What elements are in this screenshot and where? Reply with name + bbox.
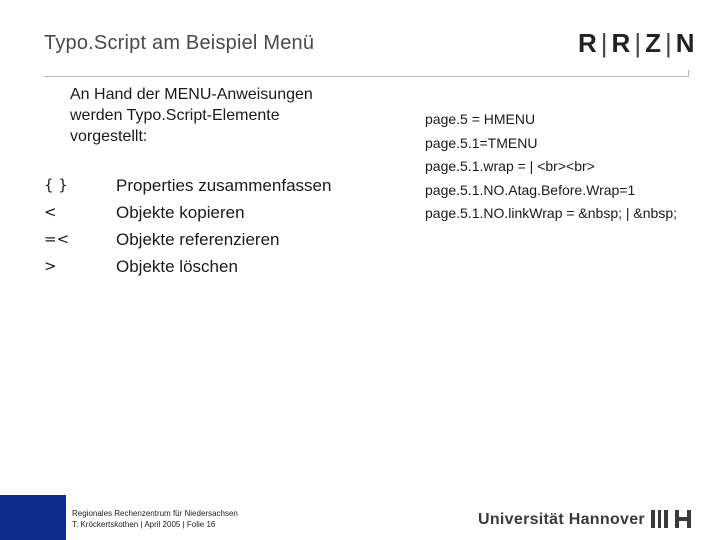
rrzn-logo: R | R | Z | N <box>578 28 696 58</box>
code-line: page.5 = HMENU <box>425 111 536 127</box>
code-line: page.5.1=TMENU <box>425 134 538 151</box>
operator-symbol: =< <box>44 230 70 248</box>
slide-title: Typo.Script am Beispiel Menü <box>44 32 315 54</box>
typoscript-code <box>425 108 677 226</box>
title-divider <box>44 76 689 77</box>
logo-letter: Z <box>645 28 662 58</box>
operator-description: Properties zusammenfassen <box>116 176 332 195</box>
intro-line: werden Typo.Script-Elemente <box>70 107 280 124</box>
operator-symbol: < <box>44 203 57 221</box>
logo-letter: R <box>611 28 632 58</box>
code-line: page.5.1.NO.Atag.Before.Wrap=1 <box>425 181 636 198</box>
university-logo-icon <box>651 508 693 530</box>
operator-description: Objekte referenzieren <box>116 230 280 249</box>
code-line: page.5.1.NO.linkWrap = &nbsp; | &nbsp; <box>425 205 678 221</box>
intro-line: vorgestellt: <box>70 128 148 145</box>
operator-description: Objekte löschen <box>116 257 238 276</box>
logo-letter: N <box>675 28 696 58</box>
title-divider-end <box>688 70 689 77</box>
operator-description: Objekte kopieren <box>116 203 245 222</box>
operator-symbol: { } <box>44 176 68 194</box>
operator-symbol: > <box>44 257 57 275</box>
code-line: page.5.1.wrap = | <br><br> <box>425 158 595 174</box>
university-name: Universität Hannover <box>478 511 645 528</box>
footer-line-author: T. Kröckertskothen | April 2005 | Folie 16 <box>72 520 216 529</box>
intro-text <box>70 84 380 147</box>
logo-letter: R <box>578 28 598 58</box>
intro-line: An Hand der MENU-Anweisungen <box>70 86 313 103</box>
footer-line-institution: Regionales Rechenzentrum für Niedersachsen <box>72 509 238 518</box>
footer-credits <box>72 508 238 530</box>
